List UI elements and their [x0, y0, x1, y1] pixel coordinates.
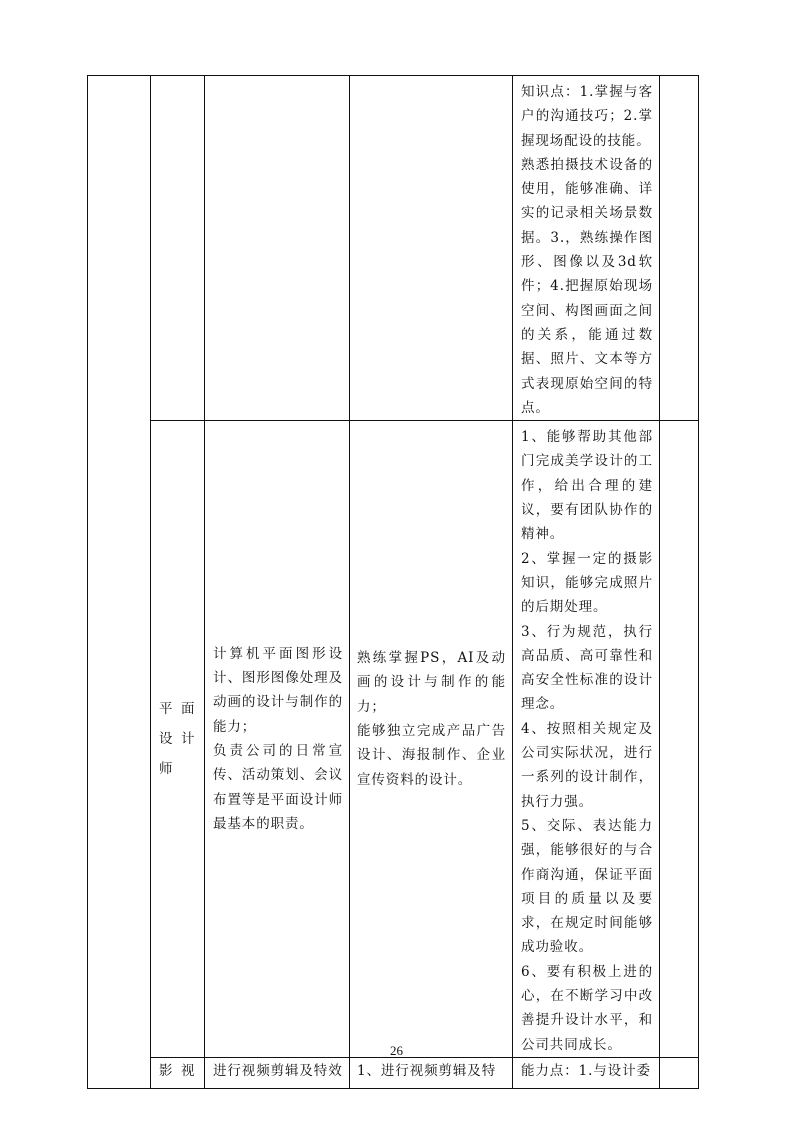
job-content-cell — [205, 76, 350, 421]
role-char: 影 — [159, 1062, 173, 1079]
table-row — [88, 421, 699, 1058]
role-char: 平 — [159, 701, 173, 718]
ability-points-cell — [513, 1057, 660, 1088]
role-cell — [151, 76, 205, 421]
remarks-cell — [660, 421, 699, 1058]
skill-item: 1、进行视频剪辑及特 — [357, 1062, 497, 1079]
remarks-cell — [660, 1057, 699, 1088]
ability-points-cell — [513, 421, 660, 1058]
role-char: 设 — [159, 731, 173, 748]
role-char: 视 — [181, 1062, 195, 1079]
job-content-item: 负责公司的日常宣传、活动策划、会议布置等是平面设计师最基本的职责。 — [213, 743, 343, 832]
role-char: 师 — [159, 761, 173, 778]
job-content-cell — [205, 421, 350, 1058]
ability-point: 3、行为规范，执行高品质、高可靠性和高安全性标准的设计理念。 — [521, 623, 653, 713]
ability-points-cell — [513, 76, 660, 421]
ability-point: 5、交际、表达能力强，能够很好的与合作商沟通，保证平面项目的质量以及要求，在规定时间能够成功验收。 — [521, 817, 653, 956]
table-row — [88, 1057, 699, 1088]
role-label — [159, 694, 203, 784]
skill-requirements-cell — [350, 76, 513, 421]
ability-point: 能力点：1.与设计委 — [521, 1062, 651, 1079]
job-content-cell — [205, 1057, 350, 1088]
table-row — [88, 76, 699, 421]
remarks-cell — [660, 76, 699, 421]
role-cell — [151, 421, 205, 1058]
skill-item: 熟练掌握PS，AI及动画的设计与制作的能力； — [357, 650, 506, 715]
ability-point: 知识点：1.掌握与客户的沟通技巧；2.掌握现场配设的技能。 — [521, 84, 653, 149]
job-content-item: 计算机平面图形设计、图形图像处理及动画的设计与制作的能力； — [213, 645, 343, 735]
skill-requirements-cell — [350, 1057, 513, 1088]
skill-item: 能够独立完成产品广告设计、海报制作、企业宣传资料的设计。 — [357, 723, 506, 788]
skill-requirements-cell — [350, 421, 513, 1058]
role-char: 计 — [181, 731, 195, 748]
role-char: 面 — [181, 701, 195, 718]
role-label — [159, 1058, 203, 1084]
ability-point: 2、掌握一定的摄影知识，能够完成照片的后期处理。 — [521, 550, 653, 616]
ability-point: 熟悉拍摄技术设备的使用，能够准确、详实的记录相关场景数据。3.，熟练操作图形、图像以及3d软件；4.把握原始现场空间、构图画面之间的关系，能通过数据、照片、文本等方式表现原始空间的特点。 — [521, 156, 653, 416]
role-cell — [151, 1057, 205, 1088]
ability-point: 6、要有积极上进的心，在不断学习中改善提升设计水平，和公司共同成长。 — [521, 963, 653, 1053]
category-cell — [88, 76, 151, 1089]
page-number: 26 — [390, 1043, 403, 1058]
job-content-item: 进行视频剪辑及特效 — [213, 1062, 343, 1079]
ability-point: 4、按照相关规定及公司实际状况，进行一系列的设计制作，执行力强。 — [521, 720, 653, 810]
ability-point: 1、能够帮助其他部门完成美学设计的工作，给出合理的建议，要有团队协作的精神。 — [521, 429, 653, 543]
curriculum-table — [87, 75, 699, 1089]
